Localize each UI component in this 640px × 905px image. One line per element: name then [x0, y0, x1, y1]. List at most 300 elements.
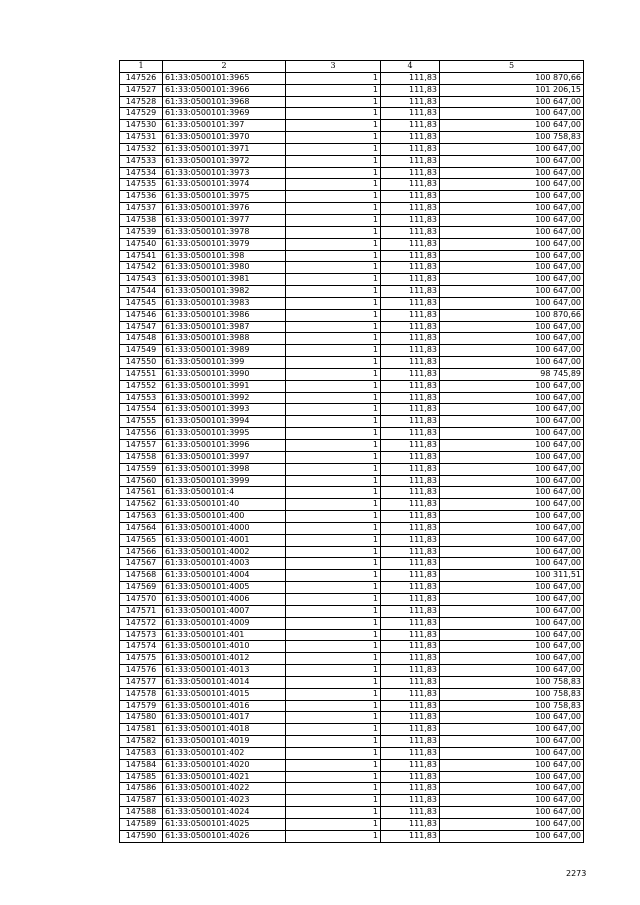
area-cell: 111,83 [381, 605, 440, 617]
count-cell: 1 [286, 143, 381, 155]
area-cell: 111,83 [381, 84, 440, 96]
count-cell: 1 [286, 368, 381, 380]
area-cell: 111,83 [381, 214, 440, 226]
area-cell: 111,83 [381, 440, 440, 452]
count-cell: 1 [286, 499, 381, 511]
value-cell: 100 647,00 [440, 736, 584, 748]
table-row [120, 404, 584, 416]
value-cell: 100 647,00 [440, 380, 584, 392]
value-cell: 101 206,15 [440, 84, 584, 96]
count-cell: 1 [286, 807, 381, 819]
cadastral-number-cell: 61:33:0500101:398 [163, 250, 286, 262]
row-number-cell: 147565 [120, 534, 163, 546]
cadastral-number-cell: 61:33:0500101:3965 [163, 72, 286, 84]
value-cell: 100 647,00 [440, 783, 584, 795]
row-number-cell: 147570 [120, 593, 163, 605]
table-row [120, 333, 584, 345]
cadastral-number-cell: 61:33:0500101:4015 [163, 688, 286, 700]
value-cell: 100 647,00 [440, 712, 584, 724]
value-cell: 100 647,00 [440, 262, 584, 274]
row-number-cell: 147535 [120, 179, 163, 191]
count-cell: 1 [286, 783, 381, 795]
column-header-3: 3 [286, 61, 381, 73]
column-header-5: 5 [440, 61, 584, 73]
count-cell: 1 [286, 274, 381, 286]
count-cell: 1 [286, 736, 381, 748]
row-number-cell: 147531 [120, 132, 163, 144]
area-cell: 111,83 [381, 451, 440, 463]
table-row [120, 262, 584, 274]
cadastral-number-cell: 61:33:0500101:4002 [163, 546, 286, 558]
area-cell: 111,83 [381, 558, 440, 570]
table-row [120, 736, 584, 748]
area-cell: 111,83 [381, 546, 440, 558]
count-cell: 1 [286, 120, 381, 132]
row-number-cell: 147584 [120, 759, 163, 771]
table-row [120, 724, 584, 736]
row-number-cell: 147558 [120, 451, 163, 463]
row-number-cell: 147586 [120, 783, 163, 795]
count-cell: 1 [286, 724, 381, 736]
cadastral-number-cell: 61:33:0500101:3991 [163, 380, 286, 392]
count-cell: 1 [286, 653, 381, 665]
cadastral-number-cell: 61:33:0500101:4018 [163, 724, 286, 736]
cadastral-number-cell: 61:33:0500101:3970 [163, 132, 286, 144]
table-body [120, 72, 584, 842]
value-cell: 100 647,00 [440, 499, 584, 511]
count-cell: 1 [286, 357, 381, 369]
row-number-cell: 147583 [120, 747, 163, 759]
area-cell: 111,83 [381, 203, 440, 215]
row-number-cell: 147546 [120, 309, 163, 321]
value-cell: 100 647,00 [440, 191, 584, 203]
cadastral-number-cell: 61:33:0500101:4021 [163, 771, 286, 783]
count-cell: 1 [286, 238, 381, 250]
cadastral-number-cell: 61:33:0500101:3968 [163, 96, 286, 108]
area-cell: 111,83 [381, 570, 440, 582]
registry-table [119, 60, 584, 843]
table-row [120, 167, 584, 179]
value-cell: 100 647,00 [440, 665, 584, 677]
count-cell: 1 [286, 132, 381, 144]
cadastral-number-cell: 61:33:0500101:3978 [163, 226, 286, 238]
cadastral-number-cell: 61:33:0500101:4024 [163, 807, 286, 819]
value-cell: 100 647,00 [440, 428, 584, 440]
count-cell: 1 [286, 297, 381, 309]
cadastral-number-cell: 61:33:0500101:3983 [163, 297, 286, 309]
value-cell: 100 647,00 [440, 226, 584, 238]
area-cell: 111,83 [381, 286, 440, 298]
cadastral-number-cell: 61:33:0500101:3998 [163, 463, 286, 475]
row-number-cell: 147572 [120, 617, 163, 629]
area-cell: 111,83 [381, 653, 440, 665]
count-cell: 1 [286, 747, 381, 759]
table-row [120, 96, 584, 108]
area-cell: 111,83 [381, 759, 440, 771]
table-row [120, 629, 584, 641]
area-cell: 111,83 [381, 238, 440, 250]
area-cell: 111,83 [381, 250, 440, 262]
table-row [120, 226, 584, 238]
count-cell: 1 [286, 511, 381, 523]
table-row [120, 463, 584, 475]
count-cell: 1 [286, 475, 381, 487]
table-row [120, 440, 584, 452]
table-row [120, 665, 584, 677]
cadastral-number-cell: 61:33:0500101:3981 [163, 274, 286, 286]
table-row [120, 830, 584, 842]
table-row [120, 428, 584, 440]
area-cell: 111,83 [381, 617, 440, 629]
value-cell: 100 647,00 [440, 404, 584, 416]
area-cell: 111,83 [381, 700, 440, 712]
value-cell: 100 647,00 [440, 593, 584, 605]
row-number-cell: 147538 [120, 214, 163, 226]
area-cell: 111,83 [381, 309, 440, 321]
value-cell: 100 647,00 [440, 357, 584, 369]
count-cell: 1 [286, 546, 381, 558]
count-cell: 1 [286, 451, 381, 463]
value-cell: 100 647,00 [440, 120, 584, 132]
count-cell: 1 [286, 712, 381, 724]
table-row [120, 297, 584, 309]
table-row [120, 499, 584, 511]
count-cell: 1 [286, 665, 381, 677]
table-row [120, 747, 584, 759]
row-number-cell: 147555 [120, 416, 163, 428]
cadastral-number-cell: 61:33:0500101:4006 [163, 593, 286, 605]
value-cell: 100 647,00 [440, 203, 584, 215]
cadastral-number-cell: 61:33:0500101:4023 [163, 795, 286, 807]
table-row [120, 191, 584, 203]
count-cell: 1 [286, 522, 381, 534]
value-cell: 100 758,83 [440, 132, 584, 144]
row-number-cell: 147543 [120, 274, 163, 286]
count-cell: 1 [286, 191, 381, 203]
cadastral-number-cell: 61:33:0500101:4010 [163, 641, 286, 653]
row-number-cell: 147530 [120, 120, 163, 132]
cadastral-number-cell: 61:33:0500101:3986 [163, 309, 286, 321]
area-cell: 111,83 [381, 96, 440, 108]
area-cell: 111,83 [381, 274, 440, 286]
value-cell: 100 647,00 [440, 274, 584, 286]
table-row [120, 132, 584, 144]
value-cell: 100 647,00 [440, 629, 584, 641]
row-number-cell: 147571 [120, 605, 163, 617]
table-row [120, 416, 584, 428]
table-row [120, 522, 584, 534]
row-number-cell: 147528 [120, 96, 163, 108]
table-row [120, 807, 584, 819]
value-cell: 100 647,00 [440, 214, 584, 226]
cadastral-number-cell: 61:33:0500101:4016 [163, 700, 286, 712]
table-row [120, 238, 584, 250]
table-row [120, 617, 584, 629]
area-cell: 111,83 [381, 783, 440, 795]
value-cell: 100 647,00 [440, 747, 584, 759]
value-cell: 100 647,00 [440, 795, 584, 807]
cadastral-number-cell: 61:33:0500101:4013 [163, 665, 286, 677]
cadastral-number-cell: 61:33:0500101:3977 [163, 214, 286, 226]
count-cell: 1 [286, 830, 381, 842]
row-number-cell: 147569 [120, 582, 163, 594]
row-number-cell: 147574 [120, 641, 163, 653]
cadastral-number-cell: 61:33:0500101:3979 [163, 238, 286, 250]
count-cell: 1 [286, 345, 381, 357]
value-cell: 100 647,00 [440, 297, 584, 309]
area-cell: 111,83 [381, 321, 440, 333]
area-cell: 111,83 [381, 475, 440, 487]
cadastral-number-cell: 61:33:0500101:3966 [163, 84, 286, 96]
area-cell: 111,83 [381, 416, 440, 428]
count-cell: 1 [286, 203, 381, 215]
row-number-cell: 147539 [120, 226, 163, 238]
count-cell: 1 [286, 534, 381, 546]
row-number-cell: 147537 [120, 203, 163, 215]
cadastral-number-cell: 61:33:0500101:3972 [163, 155, 286, 167]
count-cell: 1 [286, 700, 381, 712]
table-row [120, 570, 584, 582]
column-header-4: 4 [381, 61, 440, 73]
area-cell: 111,83 [381, 463, 440, 475]
count-cell: 1 [286, 771, 381, 783]
area-cell: 111,83 [381, 629, 440, 641]
table-row [120, 759, 584, 771]
table-row [120, 108, 584, 120]
table-row [120, 321, 584, 333]
area-cell: 111,83 [381, 345, 440, 357]
area-cell: 111,83 [381, 534, 440, 546]
row-number-cell: 147560 [120, 475, 163, 487]
value-cell: 100 647,00 [440, 724, 584, 736]
table-row [120, 120, 584, 132]
area-cell: 111,83 [381, 380, 440, 392]
area-cell: 111,83 [381, 72, 440, 84]
area-cell: 111,83 [381, 428, 440, 440]
value-cell: 100 647,00 [440, 475, 584, 487]
column-header-1: 1 [120, 61, 163, 73]
row-number-cell: 147542 [120, 262, 163, 274]
area-cell: 111,83 [381, 641, 440, 653]
value-cell: 100 647,00 [440, 605, 584, 617]
cadastral-number-cell: 61:33:0500101:3995 [163, 428, 286, 440]
area-cell: 111,83 [381, 819, 440, 831]
row-number-cell: 147545 [120, 297, 163, 309]
row-number-cell: 147588 [120, 807, 163, 819]
cadastral-number-cell: 61:33:0500101:3996 [163, 440, 286, 452]
area-cell: 111,83 [381, 357, 440, 369]
row-number-cell: 147579 [120, 700, 163, 712]
area-cell: 111,83 [381, 665, 440, 677]
area-cell: 111,83 [381, 404, 440, 416]
table-row [120, 357, 584, 369]
count-cell: 1 [286, 416, 381, 428]
area-cell: 111,83 [381, 191, 440, 203]
value-cell: 100 647,00 [440, 333, 584, 345]
cadastral-number-cell: 61:33:0500101:397 [163, 120, 286, 132]
count-cell: 1 [286, 487, 381, 499]
value-cell: 100 647,00 [440, 440, 584, 452]
count-cell: 1 [286, 333, 381, 345]
row-number-cell: 147540 [120, 238, 163, 250]
area-cell: 111,83 [381, 688, 440, 700]
cadastral-number-cell: 61:33:0500101:3971 [163, 143, 286, 155]
count-cell: 1 [286, 404, 381, 416]
area-cell: 111,83 [381, 712, 440, 724]
cadastral-number-cell: 61:33:0500101:3980 [163, 262, 286, 274]
area-cell: 111,83 [381, 830, 440, 842]
row-number-cell: 147587 [120, 795, 163, 807]
row-number-cell: 147577 [120, 676, 163, 688]
row-number-cell: 147532 [120, 143, 163, 155]
count-cell: 1 [286, 570, 381, 582]
value-cell: 100 758,83 [440, 676, 584, 688]
value-cell: 100 647,00 [440, 108, 584, 120]
cadastral-number-cell: 61:33:0500101:4007 [163, 605, 286, 617]
value-cell: 100 647,00 [440, 286, 584, 298]
cadastral-number-cell: 61:33:0500101:401 [163, 629, 286, 641]
area-cell: 111,83 [381, 593, 440, 605]
area-cell: 111,83 [381, 807, 440, 819]
row-number-cell: 147550 [120, 357, 163, 369]
value-cell: 100 870,66 [440, 72, 584, 84]
count-cell: 1 [286, 558, 381, 570]
cadastral-number-cell: 61:33:0500101:4005 [163, 582, 286, 594]
cadastral-number-cell: 61:33:0500101:40 [163, 499, 286, 511]
value-cell: 100 647,00 [440, 345, 584, 357]
area-cell: 111,83 [381, 179, 440, 191]
row-number-cell: 147576 [120, 665, 163, 677]
count-cell: 1 [286, 440, 381, 452]
value-cell: 100 647,00 [440, 463, 584, 475]
value-cell: 100 647,00 [440, 392, 584, 404]
cadastral-number-cell: 61:33:0500101:4019 [163, 736, 286, 748]
area-cell: 111,83 [381, 132, 440, 144]
cadastral-number-cell: 61:33:0500101:400 [163, 511, 286, 523]
count-cell: 1 [286, 795, 381, 807]
table-row [120, 250, 584, 262]
value-cell: 100 758,83 [440, 688, 584, 700]
cadastral-number-cell: 61:33:0500101:4017 [163, 712, 286, 724]
area-cell: 111,83 [381, 108, 440, 120]
area-cell: 111,83 [381, 795, 440, 807]
table-row [120, 546, 584, 558]
cadastral-number-cell: 61:33:0500101:4012 [163, 653, 286, 665]
area-cell: 111,83 [381, 155, 440, 167]
cadastral-number-cell: 61:33:0500101:4014 [163, 676, 286, 688]
row-number-cell: 147557 [120, 440, 163, 452]
area-cell: 111,83 [381, 522, 440, 534]
table-row [120, 676, 584, 688]
count-cell: 1 [286, 321, 381, 333]
row-number-cell: 147566 [120, 546, 163, 558]
value-cell: 100 647,00 [440, 617, 584, 629]
table-row [120, 368, 584, 380]
table-row [120, 345, 584, 357]
count-cell: 1 [286, 214, 381, 226]
cadastral-number-cell: 61:33:0500101:3994 [163, 416, 286, 428]
row-number-cell: 147556 [120, 428, 163, 440]
cadastral-number-cell: 61:33:0500101:3992 [163, 392, 286, 404]
count-cell: 1 [286, 72, 381, 84]
row-number-cell: 147575 [120, 653, 163, 665]
area-cell: 111,83 [381, 499, 440, 511]
area-cell: 111,83 [381, 747, 440, 759]
cadastral-number-cell: 61:33:0500101:4025 [163, 819, 286, 831]
cadastral-number-cell: 61:33:0500101:3989 [163, 345, 286, 357]
table-row [120, 511, 584, 523]
value-cell: 100 647,00 [440, 582, 584, 594]
row-number-cell: 147553 [120, 392, 163, 404]
table-row [120, 593, 584, 605]
value-cell: 100 647,00 [440, 522, 584, 534]
page-number: 2273 [566, 869, 587, 878]
table-row [120, 771, 584, 783]
table-row [120, 688, 584, 700]
area-cell: 111,83 [381, 771, 440, 783]
count-cell: 1 [286, 380, 381, 392]
area-cell: 111,83 [381, 724, 440, 736]
cadastral-number-cell: 61:33:0500101:3987 [163, 321, 286, 333]
table-row [120, 84, 584, 96]
cadastral-number-cell: 61:33:0500101:3969 [163, 108, 286, 120]
row-number-cell: 147559 [120, 463, 163, 475]
row-number-cell: 147548 [120, 333, 163, 345]
count-cell: 1 [286, 262, 381, 274]
value-cell: 100 647,00 [440, 143, 584, 155]
cadastral-number-cell: 61:33:0500101:402 [163, 747, 286, 759]
count-cell: 1 [286, 226, 381, 238]
count-cell: 1 [286, 582, 381, 594]
value-cell: 100 647,00 [440, 167, 584, 179]
row-number-cell: 147581 [120, 724, 163, 736]
row-number-cell: 147529 [120, 108, 163, 120]
area-cell: 111,83 [381, 333, 440, 345]
table-row [120, 203, 584, 215]
area-cell: 111,83 [381, 297, 440, 309]
cadastral-number-cell: 61:33:0500101:3974 [163, 179, 286, 191]
count-cell: 1 [286, 593, 381, 605]
cadastral-number-cell: 61:33:0500101:4004 [163, 570, 286, 582]
value-cell: 100 647,00 [440, 807, 584, 819]
cadastral-number-cell: 61:33:0500101:3982 [163, 286, 286, 298]
row-number-cell: 147547 [120, 321, 163, 333]
count-cell: 1 [286, 759, 381, 771]
cadastral-number-cell: 61:33:0500101:4000 [163, 522, 286, 534]
table-row [120, 214, 584, 226]
value-cell: 100 647,00 [440, 511, 584, 523]
table-row [120, 700, 584, 712]
row-number-cell: 147527 [120, 84, 163, 96]
row-number-cell: 147573 [120, 629, 163, 641]
count-cell: 1 [286, 286, 381, 298]
table-row [120, 795, 584, 807]
row-number-cell: 147533 [120, 155, 163, 167]
count-cell: 1 [286, 108, 381, 120]
value-cell: 100 647,00 [440, 558, 584, 570]
value-cell: 100 647,00 [440, 641, 584, 653]
row-number-cell: 147568 [120, 570, 163, 582]
row-number-cell: 147534 [120, 167, 163, 179]
value-cell: 100 311,51 [440, 570, 584, 582]
table-row [120, 72, 584, 84]
cadastral-number-cell: 61:33:0500101:4009 [163, 617, 286, 629]
table-row [120, 641, 584, 653]
cadastral-number-cell: 61:33:0500101:4020 [163, 759, 286, 771]
table-row [120, 582, 584, 594]
table-row [120, 309, 584, 321]
cadastral-number-cell: 61:33:0500101:4 [163, 487, 286, 499]
